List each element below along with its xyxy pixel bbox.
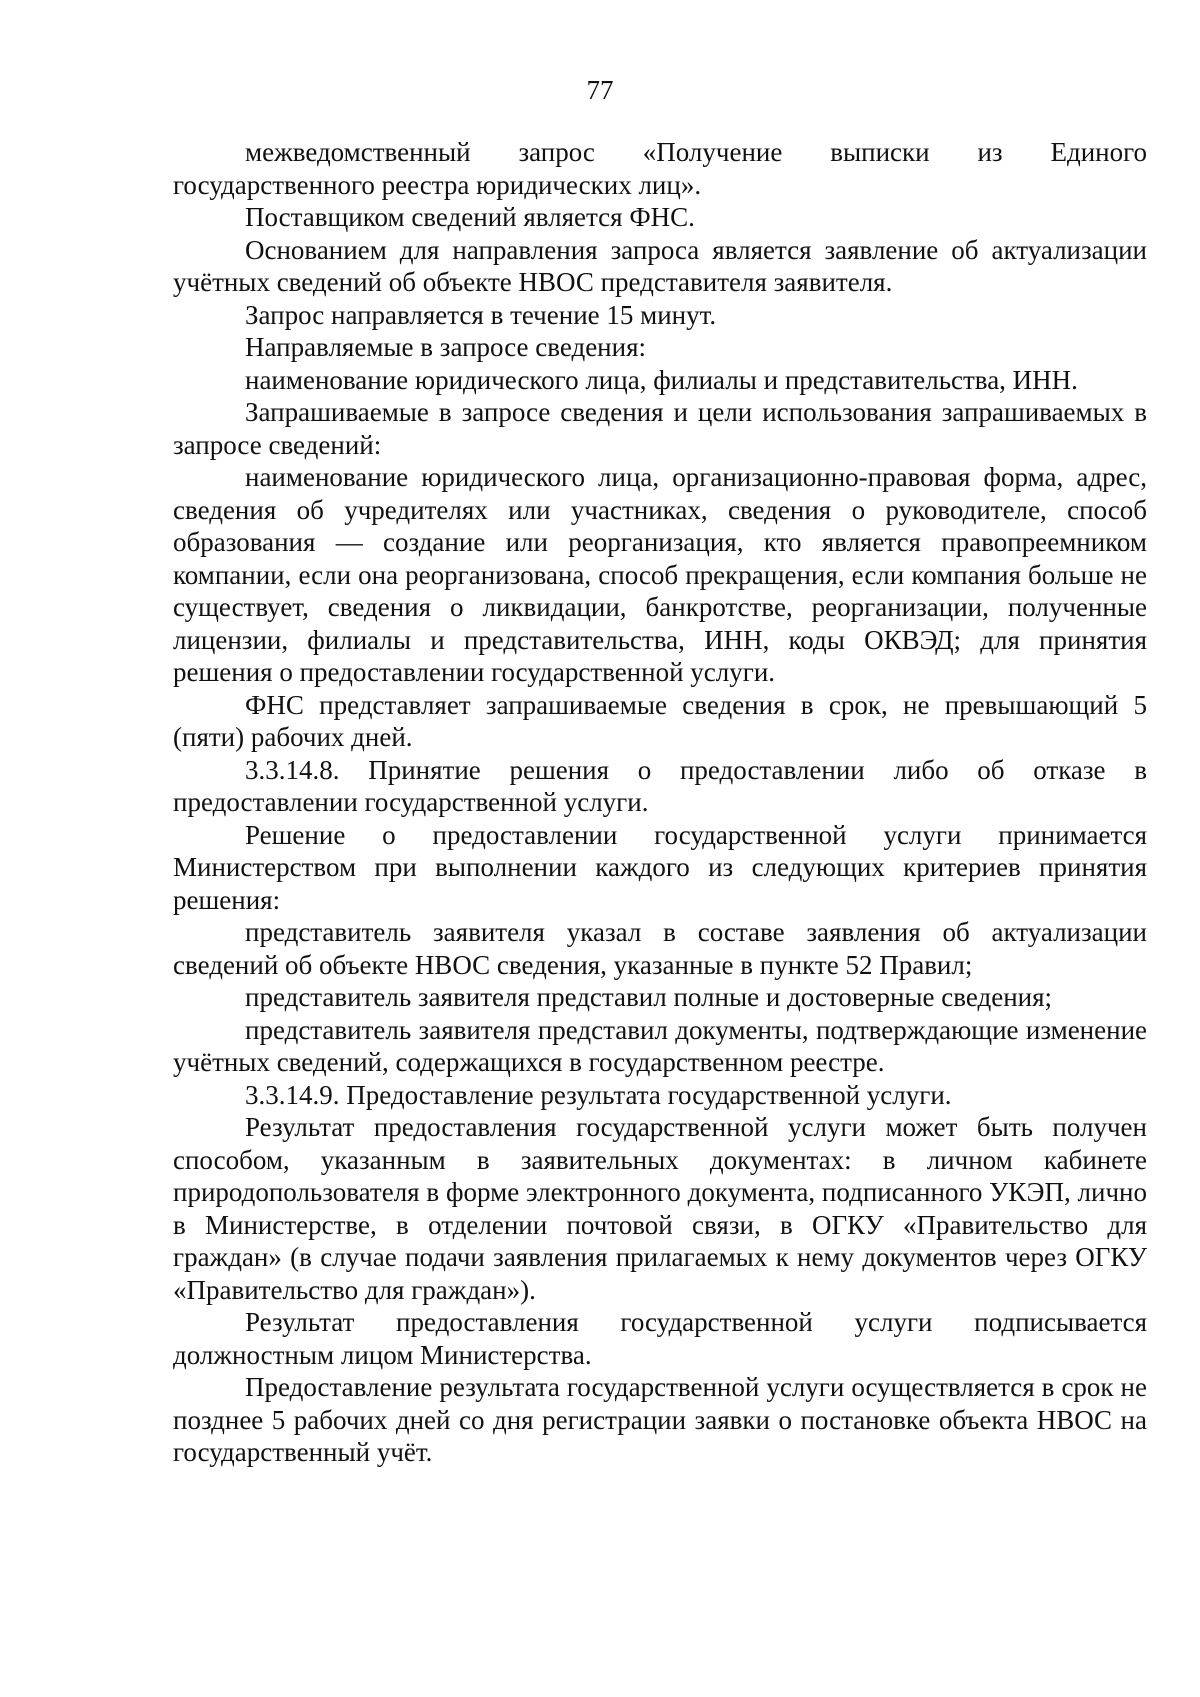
paragraph-result-delivery: Результат предоставления государственной услуги может быть получен способом, указанным в заявительных документах: в личном кабинете природопользователя в форме электронного документа, подписанного УКЭП, лично в Министерстве, в отделении почтовой связи, в ОГКУ «Правительство для граждан» (в случае подачи заявления прилагаемых к нему документов через ОГКУ «Правительство для граждан»). — [173, 1112, 1147, 1305]
criteria-item-2: представитель заявителя представил полные и достоверные сведения; — [245, 982, 1053, 1012]
paragraph-sent-info: наименование юридического лица, филиалы и представительства, ИНН. — [245, 364, 1078, 395]
paragraph-fns-deadline: ФНС представляет запрашиваемые сведения в срок, не превышающий 5 (пяти) рабочих дней. — [173, 689, 1147, 752]
paragraph-requested-info: наименование юридического лица, организационно-правовая форма, адрес, сведения об учредителях или участниках, сведения о руководителе, способ образования — создание или реорганизация, кто является правопреемником компании, если она реорганизована, способ прекращения, если компания больше не существует, сведения о ликвидации, банкротстве, реорганизации, полученные лицензии, филиалы и представительства, ИНН, коды ОКВЭД; для принятия решения о предоставлении государственной услуги. — [173, 462, 1147, 687]
paragraph-result-signature: Результат предоставления государственной услуги подписывается должностным лицом Министерства. — [173, 1307, 1147, 1370]
paragraph-basis: Основанием для направления запроса является заявление об актуализации учётных сведений об объекте НВОС представителя заявителя. — [173, 234, 1147, 297]
document-body — [173, 136, 1147, 1469]
criteria-item-1: представитель заявителя указал в составе заявления об актуализации сведений об объекте НВОС сведения, указанные в пункте 52 Правил; — [173, 917, 1147, 980]
page-number: 77 — [586, 75, 614, 105]
criteria-item-3: представитель заявителя представил документы, подтверждающие изменение учётных сведений, содержащихся в государственном реестре. — [173, 1014, 1147, 1077]
paragraph-timing: Запрос направляется в течение 15 минут. — [245, 299, 717, 330]
section-heading-3-3-14-9: 3.3.14.9. Предоставление результата государственной услуги. — [245, 1079, 952, 1110]
paragraph-result-deadline: Предоставление результата государственной услуги осуществляется в срок не позднее 5 рабочих дней со дня регистрации заявки о постановке объекта НВОС на государственный учёт. — [173, 1372, 1147, 1467]
paragraph-sent-info-heading: Направляемые в запросе сведения: — [245, 332, 646, 362]
paragraph-continuation: межведомственный запрос «Получение выписки из Единого государственного реестра юридических лиц». — [173, 137, 1147, 200]
paragraph-decision: Решение о предоставлении государственной услуги принимается Министерством при выполнении каждого из следующих критериев принятия решения: — [173, 819, 1147, 915]
paragraph-provider: Поставщиком сведений является ФНС. — [245, 202, 695, 232]
section-heading-3-3-14-8: 3.3.14.8. Принятие решения о предоставлении либо об отказе в предоставлении государственной услуги. — [173, 754, 1147, 817]
paragraph-requested-info-heading: Запрашиваемые в запросе сведения и цели использования запрашиваемых в запросе сведений: — [173, 397, 1147, 460]
